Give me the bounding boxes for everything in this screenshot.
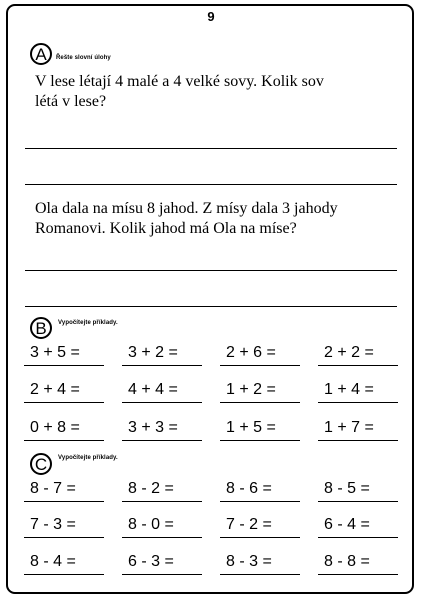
- exercise-answer-line[interactable]: [24, 440, 104, 441]
- exercise-expression: 1 + 5 =: [226, 419, 276, 436]
- exercise-answer-line[interactable]: [122, 574, 202, 575]
- exercise-expression: 8 - 5 =: [324, 480, 370, 497]
- exercise-answer-line[interactable]: [122, 501, 202, 502]
- exercise-row: [22, 419, 400, 441]
- exercise-expression: 2 + 6 =: [226, 344, 276, 361]
- word-problem-1-line-1: V lese létají 4 malé a 4 velké sovy. Kolik sov: [35, 73, 324, 90]
- exercise-expression: 1 + 7 =: [324, 419, 374, 436]
- exercise-answer-line[interactable]: [220, 501, 300, 502]
- exercise-answer-line[interactable]: [318, 537, 398, 538]
- exercise-expression: 8 - 2 =: [128, 480, 174, 497]
- section-c-instruction: Vypočítejte příklady.: [58, 455, 118, 461]
- word-problem-2-line-1: Ola dala na mísu 8 jahod. Z mísy dala 3 jahody: [35, 200, 338, 217]
- exercise-answer-line[interactable]: [24, 537, 104, 538]
- exercise-expression: 4 + 4 =: [128, 381, 178, 398]
- word-problem-2-line-2: Romanovi. Kolik jahod má Ola na míse?: [35, 220, 297, 237]
- exercise-answer-line[interactable]: [24, 365, 104, 366]
- exercise-expression: 3 + 2 =: [128, 344, 178, 361]
- exercise-answer-line[interactable]: [220, 365, 300, 366]
- exercise-row: [22, 344, 400, 366]
- exercise-expression: 8 - 6 =: [226, 480, 272, 497]
- section-b-instruction: Vypočítejte příklady.: [58, 320, 118, 326]
- exercise-answer-line[interactable]: [122, 440, 202, 441]
- exercise-answer-line[interactable]: [318, 365, 398, 366]
- answer-line-1a[interactable]: [25, 148, 397, 149]
- exercise: [120, 419, 204, 441]
- exercise-expression: 8 - 0 =: [128, 516, 174, 533]
- answer-line-2a[interactable]: [25, 270, 397, 271]
- exercise: [22, 516, 106, 538]
- exercise: [218, 344, 302, 366]
- exercise-expression: 8 - 4 =: [30, 553, 76, 570]
- exercise: [120, 344, 204, 366]
- exercise-answer-line[interactable]: [318, 440, 398, 441]
- exercise-answer-line[interactable]: [220, 537, 300, 538]
- exercise-answer-line[interactable]: [24, 574, 104, 575]
- exercise-expression: 6 - 3 =: [128, 553, 174, 570]
- exercise: [316, 480, 400, 502]
- exercise-expression: 1 + 4 =: [324, 381, 374, 398]
- exercise: [22, 344, 106, 366]
- exercise-expression: 1 + 2 =: [226, 381, 276, 398]
- exercise: [218, 553, 302, 575]
- exercise-answer-line[interactable]: [220, 402, 300, 403]
- exercise-expression: 3 + 3 =: [128, 419, 178, 436]
- exercise-expression: 0 + 8 =: [30, 419, 80, 436]
- section-a-letter: A: [30, 43, 52, 65]
- exercise: [22, 553, 106, 575]
- exercise: [120, 381, 204, 403]
- exercise-answer-line[interactable]: [122, 537, 202, 538]
- exercise: [218, 480, 302, 502]
- exercise: [22, 480, 106, 502]
- exercise-answer-line[interactable]: [122, 365, 202, 366]
- exercise: [22, 381, 106, 403]
- exercise-expression: 8 - 8 =: [324, 553, 370, 570]
- exercise: [316, 344, 400, 366]
- exercise-expression: 2 + 2 =: [324, 344, 374, 361]
- exercise: [120, 553, 204, 575]
- exercise-expression: 7 - 3 =: [30, 516, 76, 533]
- answer-line-1b[interactable]: [25, 184, 397, 185]
- word-problem-2: [35, 199, 410, 239]
- exercise-expression: 3 + 5 =: [30, 344, 80, 361]
- exercise-row: [22, 516, 400, 538]
- section-c-letter: C: [30, 453, 52, 475]
- exercise: [316, 381, 400, 403]
- section-b-letter: B: [30, 317, 52, 339]
- exercise-expression: 2 + 4 =: [30, 381, 80, 398]
- exercise-answer-line[interactable]: [318, 402, 398, 403]
- exercise-expression: 6 - 4 =: [324, 516, 370, 533]
- exercise: [22, 419, 106, 441]
- word-problem-1-line-2: létá v lese?: [35, 93, 107, 110]
- exercise: [120, 480, 204, 502]
- exercise-answer-line[interactable]: [24, 501, 104, 502]
- exercise-row: [22, 553, 400, 575]
- page-number: 9: [207, 9, 215, 24]
- exercise-answer-line[interactable]: [318, 574, 398, 575]
- exercise: [218, 516, 302, 538]
- exercise-expression: 8 - 3 =: [226, 553, 272, 570]
- exercise-answer-line[interactable]: [122, 402, 202, 403]
- answer-line-2b[interactable]: [25, 306, 397, 307]
- exercise-answer-line[interactable]: [24, 402, 104, 403]
- exercise-answer-line[interactable]: [220, 440, 300, 441]
- exercise: [316, 419, 400, 441]
- word-problem-1: [35, 72, 410, 112]
- exercise: [316, 553, 400, 575]
- exercise: [316, 516, 400, 538]
- section-a-instruction: Řešte slovní úlohy: [56, 55, 111, 61]
- exercise-answer-line[interactable]: [318, 501, 398, 502]
- exercise-row: [22, 480, 400, 502]
- exercise-expression: 7 - 2 =: [226, 516, 272, 533]
- exercise-expression: 8 - 7 =: [30, 480, 76, 497]
- exercise: [120, 516, 204, 538]
- exercise-row: [22, 381, 400, 403]
- exercise-answer-line[interactable]: [220, 574, 300, 575]
- exercise: [218, 381, 302, 403]
- exercise: [218, 419, 302, 441]
